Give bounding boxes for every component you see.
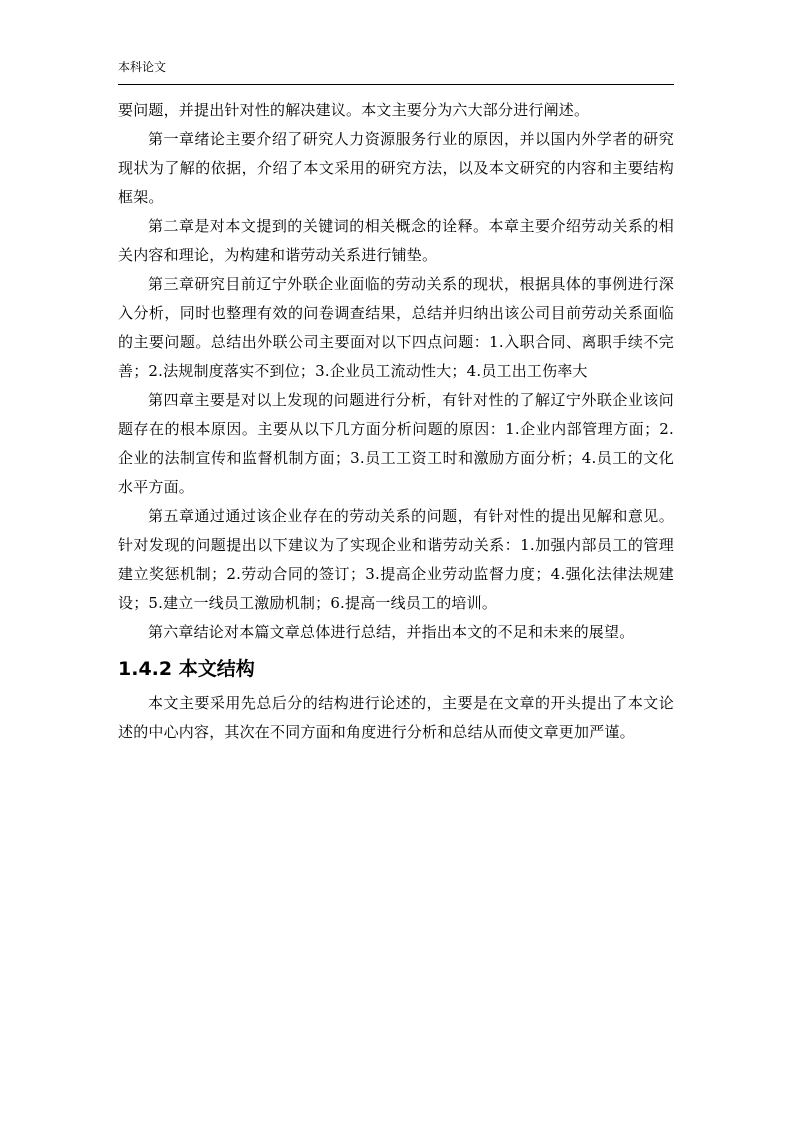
paragraph-chapter-5: 第五章通过通过该企业存在的劳动关系的问题，有针对性的提出见解和意见。针对发现的问题提出以下建议为了实现企业和谐劳动关系：1.加强内部员工的管理建立奖惩机制；2.劳动合同的签订；3.提高企业劳动监督力度；4.强化法律法规建设；5.建立一线员工激励机制；6.提高一线员工的培训。	[118, 507, 674, 612]
section-heading: 1.4.2 本文结构	[118, 658, 255, 680]
paragraph-chapter-6: 第六章结论对本篇文章总体进行总结，并指出本文的不足和未来的展望。	[148, 623, 635, 641]
page-header: 本科论文	[118, 60, 167, 74]
document-body	[118, 96, 674, 747]
paragraph-chapter-2: 第二章是对本文提到的关键词的相关概念的诠释。本章主要介绍劳动关系的相关内容和理论，为构建和谐劳动关系进行铺垫。	[118, 217, 674, 264]
header-divider	[118, 84, 674, 85]
paragraph-chapter-3: 第三章研究目前辽宁外联企业面临的劳动关系的现状，根据具体的事例进行深入分析，同时也整理有效的问卷调查结果，总结并归纳出该公司目前劳动关系面临的主要问题。总结出外联公司主要面对以下四点问题：1.入职合同、离职手续不完善；2.法规制度落实不到位；3.企业员工流动性大；4.员工出工伤率大	[118, 275, 674, 380]
paragraph-chapter-1: 第一章绪论主要介绍了研究人力资源服务行业的原因，并以国内外学者的研究现状为了解的依据，介绍了本文采用的研究方法，以及本文研究的内容和主要结构框架。	[118, 130, 674, 206]
paragraph-continuation: 要问题，并提出针对性的解决建议。本文主要分为六大部分进行阐述。	[118, 101, 590, 119]
paragraph-chapter-4: 第四章主要是对以上发现的问题进行分析，有针对性的了解辽宁外联企业该问题存在的根本原因。主要从以下几方面分析问题的原因：1.企业内部管理方面；2.企业的法制宣传和监督机制方面；3.员工工资工时和激励方面分析；4.员工的文化水平方面。	[118, 391, 674, 496]
paragraph-structure: 本文主要采用先总后分的结构进行论述的，主要是在文章的开头提出了本文论述的中心内容，其次在不同方面和角度进行分析和总结从而使文章更加严谨。	[118, 694, 674, 741]
